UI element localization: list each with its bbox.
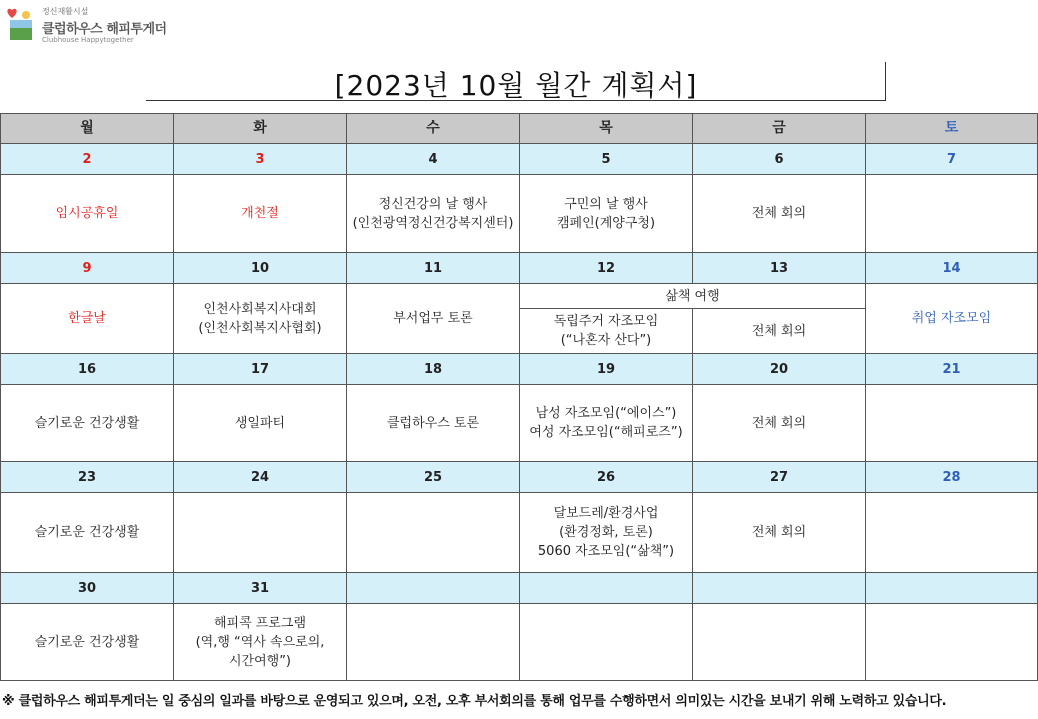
event-cell: 해피콕 프로그램 (역,행 “역사 속으로의, 시간여행”) — [174, 604, 347, 681]
date-cell: 6 — [693, 144, 866, 175]
date-row — [1, 144, 1038, 175]
event-cell — [520, 604, 693, 681]
event-cell: 인천사회복지사대회 (인천사회복지사협회) — [174, 284, 347, 354]
date-cell: 17 — [174, 354, 347, 385]
event-cell: 클럽하우스 토론 — [347, 385, 520, 462]
event-cell: 남성 자조모임(“에이스”) 여성 자조모임(“해피로즈”) — [520, 385, 693, 462]
date-cell: 13 — [693, 253, 866, 284]
date-cell: 5 — [520, 144, 693, 175]
date-cell: 25 — [347, 462, 520, 493]
date-cell — [866, 573, 1038, 604]
date-cell: 18 — [347, 354, 520, 385]
weekday-sat: 토 — [866, 114, 1038, 144]
logo-name: 클럽하우스 해피투게더 — [42, 22, 167, 37]
event-cell — [866, 604, 1038, 681]
date-cell — [693, 573, 866, 604]
title-area — [146, 62, 886, 101]
event-row — [1, 385, 1038, 462]
event-cell — [866, 385, 1038, 462]
event-cell — [693, 604, 866, 681]
date-cell — [520, 573, 693, 604]
event-cell: 독립주거 자조모임 (“나혼자 산다”) — [520, 309, 693, 354]
footer-note: ※ 클럽하우스 해피투게더는 일 중심의 일과를 바탕으로 운영되고 있으며, 오전, 오후 부서회의를 통해 업무를 수행하면서 의미있는 시간을 보내기 위해 노력하고 있습니다. — [2, 694, 947, 709]
event-cell — [347, 604, 520, 681]
event-cell: 슬기로운 건강생활 — [1, 604, 174, 681]
date-cell: 14 — [866, 253, 1038, 284]
event-cell: 한글날 — [1, 284, 174, 354]
date-cell: 3 — [174, 144, 347, 175]
event-cell — [347, 493, 520, 573]
date-cell: 28 — [866, 462, 1038, 493]
date-cell: 9 — [1, 253, 174, 284]
event-cell — [174, 493, 347, 573]
date-cell: 23 — [1, 462, 174, 493]
event-row — [1, 604, 1038, 681]
date-cell: 20 — [693, 354, 866, 385]
event-cell — [866, 493, 1038, 573]
event-cell: 달보드레/환경사업 (환경정화, 토론) 5060 자조모임(“삶책”) — [520, 493, 693, 573]
date-cell: 16 — [1, 354, 174, 385]
date-cell: 12 — [520, 253, 693, 284]
logo — [6, 4, 206, 44]
event-cell: 개천절 — [174, 175, 347, 253]
event-cell: 슬기로운 건강생활 — [1, 385, 174, 462]
date-cell: 24 — [174, 462, 347, 493]
date-cell: 21 — [866, 354, 1038, 385]
weekday-fri: 금 — [693, 114, 866, 144]
weekday-header-row — [1, 114, 1038, 144]
date-cell: 7 — [866, 144, 1038, 175]
date-cell — [347, 573, 520, 604]
event-cell: 전체 회의 — [693, 493, 866, 573]
event-cell — [866, 175, 1038, 253]
date-cell: 4 — [347, 144, 520, 175]
logo-subtitle: 정신재활시설 — [42, 7, 89, 16]
date-cell: 31 — [174, 573, 347, 604]
event-cell: 전체 회의 — [693, 309, 866, 354]
weekday-thu: 목 — [520, 114, 693, 144]
weekday-tue: 화 — [174, 114, 347, 144]
date-row — [1, 253, 1038, 284]
page-title: [2023년 10월 월간 계획서] — [334, 69, 698, 102]
weekday-mon: 월 — [1, 114, 174, 144]
date-row — [1, 573, 1038, 604]
monthly-calendar — [0, 113, 1038, 681]
span-event-cell: 삶책 여행 — [520, 284, 866, 309]
event-cell: 임시공휴일 — [1, 175, 174, 253]
event-cell: 전체 회의 — [693, 175, 866, 253]
logo-english-name: Clubhouse Happytogether — [42, 36, 134, 44]
date-cell: 19 — [520, 354, 693, 385]
date-cell: 2 — [1, 144, 174, 175]
event-row — [1, 284, 1038, 309]
date-cell: 30 — [1, 573, 174, 604]
clubhouse-logo-icon — [6, 6, 36, 42]
date-row — [1, 354, 1038, 385]
event-cell: 정신건강의 날 행사 (인천광역정신건강복지센터) — [347, 175, 520, 253]
event-cell: 취업 자조모임 — [866, 284, 1038, 354]
date-row — [1, 462, 1038, 493]
weekday-wed: 수 — [347, 114, 520, 144]
event-cell: 부서업무 토론 — [347, 284, 520, 354]
date-cell: 26 — [520, 462, 693, 493]
date-cell: 27 — [693, 462, 866, 493]
event-cell: 전체 회의 — [693, 385, 866, 462]
event-cell: 구민의 날 행사 캠페인(계양구청) — [520, 175, 693, 253]
event-cell: 슬기로운 건강생활 — [1, 493, 174, 573]
date-cell: 11 — [347, 253, 520, 284]
date-cell: 10 — [174, 253, 347, 284]
event-row — [1, 175, 1038, 253]
event-cell: 생일파티 — [174, 385, 347, 462]
event-row — [1, 493, 1038, 573]
